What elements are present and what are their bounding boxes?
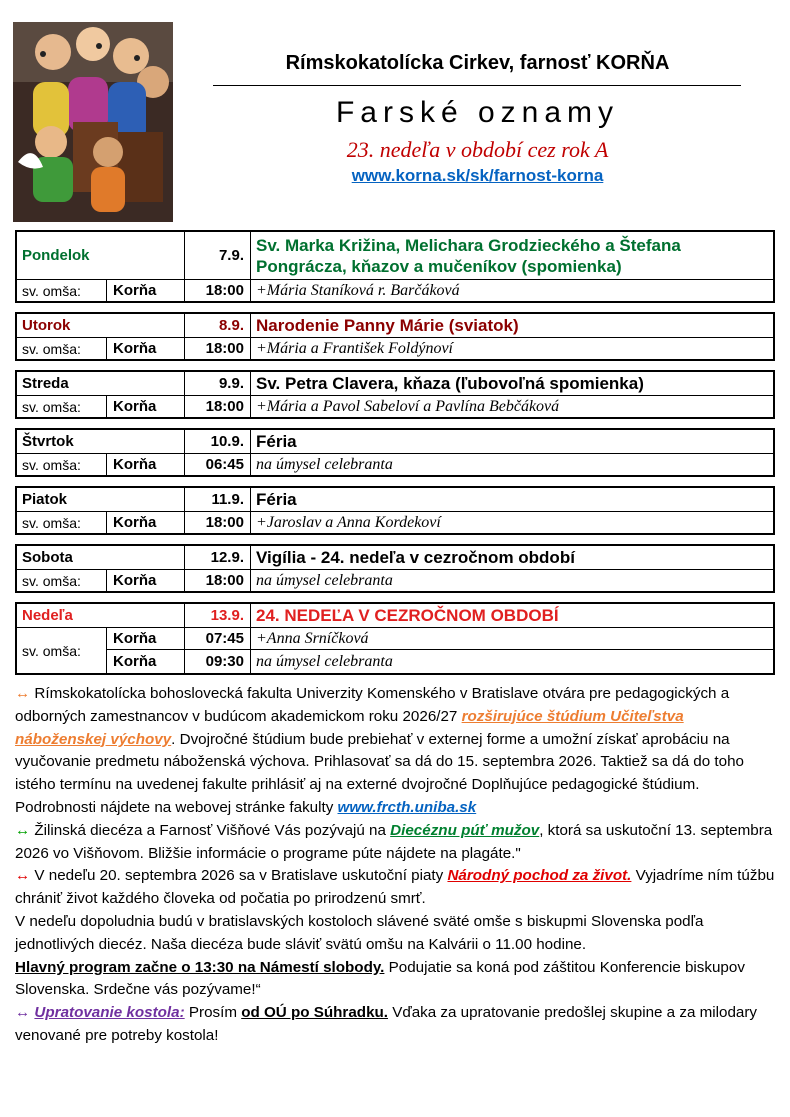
mass-intention: +Mária Staníková r. Barčáková [256,281,460,299]
announcement-text: Podujatie sa koná pod záštitou Konferencie biskupov Slovenska. Srdečne vás pozývame!“ [15,958,745,999]
announcement-cleaning [15,1002,777,1048]
day-date: 12.9. [185,546,251,569]
day-block-tuesday [15,312,775,361]
mass-label: sv. omša: [17,396,107,417]
announcement-study [15,683,777,820]
double-arrow-icon: ↔ [15,1004,31,1022]
mass-place: Korňa [107,570,185,591]
mass-intention: na úmysel celebranta [256,455,393,473]
double-arrow-icon: ↔ [15,685,31,702]
announcement-text: Žilinská diecéza a Farnosť Višňové Vás pozývajú na [30,821,391,839]
mass-place: Korňa [107,628,185,649]
day-date: 13.9. [185,604,251,627]
parish-logo-illustration [13,22,173,222]
mass-time: 18:00 [185,338,251,359]
liturgical-sunday: 23. nedeľa v období cez rok A [346,137,609,162]
mass-label: sv. omša: [17,628,107,673]
mass-intention: na úmysel celebranta [256,652,393,670]
day-date: 10.9. [185,430,251,453]
parish-website-link[interactable]: www.korna.sk/sk/farnost-korna [351,166,604,185]
day-feast: 24. NEDEĽA V CEZROČNOM OBDOBÍ [256,605,559,625]
day-block-sunday [15,602,775,675]
mass-place: Korňa [107,512,185,533]
mass-time: 18:00 [185,570,251,591]
day-date: 8.9. [185,314,251,337]
day-name: Streda [17,372,185,395]
day-feast: Narodenie Panny Márie (sviatok) [256,315,519,335]
day-feast: Féria [256,431,297,451]
announcement-text: Vyjadríme ním túžbu chrániť život každého človeka od počatia po prirodzenú smrť. [15,867,775,908]
announcement-text: Rímskokatolícka bohoslovecká fakulta Univerzity Komenského v Bratislave otvára pre pedagogických a odborných zamestnancov v budúcom akademickom roku 2026/27 [15,685,730,725]
header-divider [213,85,741,86]
faculty-website-link[interactable]: www.frcth.uniba.sk [337,798,477,816]
mass-time: 18:00 [185,280,251,301]
day-feast: Sv. Marka Križina, Melichara Grodzieckého a Štefana Pongrácza, kňazov a mučeníkov (spomienka) [256,235,681,276]
day-feast: Vigília - 24. nedeľa v cezročnom období [256,547,575,567]
mass-time: 18:00 [185,512,251,533]
day-feast: Féria [256,489,297,509]
day-block-monday [15,230,775,303]
announcement-text: V nedeľu 20. septembra 2026 sa v Bratislave uskutoční piaty [30,867,448,885]
main-program-time: Hlavný program začne o 13:30 na Námestí slobody. [15,958,385,976]
announcement-main-program [15,957,777,1003]
day-name: Nedeľa [17,604,185,627]
mass-place: Korňa [107,280,185,301]
double-arrow-icon: ↔ [15,867,31,885]
march-for-life-link[interactable]: Národný pochod za život. [447,867,632,885]
mass-place: Korňa [107,396,185,417]
mass-intention: +Jaroslav a Anna Kordekoví [256,513,441,531]
announcements [15,683,777,1048]
day-date: 7.9. [185,232,251,279]
mass-label: sv. omša: [17,512,107,533]
day-date: 9.9. [185,372,251,395]
mass-time: 09:30 [185,650,251,673]
mass-time: 07:45 [185,628,251,649]
page-title: Farské oznamy [335,96,620,129]
day-block-thursday [15,428,775,477]
day-name: Piatok [17,488,185,511]
announcement-text: , ktorá sa uskutoční 13. septembra 2026 vo Višňovom. Bližšie informácie o programe púte nájdete na plagáte." [15,821,773,862]
pilgrimage-link[interactable]: Diecéznu púť mužov [390,821,540,839]
mass-time: 18:00 [185,396,251,417]
mass-place: Korňa [107,338,185,359]
day-name: Pondelok [17,232,185,279]
mass-intention: na úmysel celebranta [256,571,393,589]
mass-place: Korňa [107,650,185,673]
mass-intention: +Mária a František Foldýnoví [256,339,453,357]
church-cleaning-link[interactable]: Upratovanie kostola: [34,1004,185,1022]
day-name: Štvrtok [17,430,185,453]
announcement-march-for-life [15,865,777,911]
day-block-friday [15,486,775,535]
announcement-masses-info: V nedeľu dopoludnia budú v bratislavských kostoloch slávené sväté omše s biskupmi Slovenska podľa jednotlivých diecéz. Naša diecéza bude sláviť svätú omšu na Kalvárii o 11.00 hodine. [15,912,704,953]
announcement-text: . Dvojročné štúdium bude prebiehať v externej forme a umožní získať aprobáciu na vyučovanie predmetu náboženská výchova. Prihlasovať sa dá do 15. septembra 2026. Taktiež sa dá do toho istého termínu na uvedenej fakulte prihlásiť aj na externé dvojročné Doplňujúce pedagogické štúdium. Podrobnosti nájdete na webovej stránke fakulty [15,730,744,816]
day-block-wednesday [15,370,775,419]
cleaning-area: od OÚ po Súhradku. [241,1004,389,1022]
day-block-saturday [15,544,775,593]
announcement-text: Vďaka za upratovanie predošlej skupine a za milodary venované pre potreby kostola! [15,1004,757,1044]
day-name: Utorok [17,314,185,337]
mass-label: sv. omša: [17,570,107,591]
announcement-pilgrimage [15,820,777,866]
day-name: Sobota [17,546,185,569]
mass-intention: +Anna Srníčková [256,629,369,647]
mass-time: 06:45 [185,454,251,475]
announcement-text: Prosím [184,1004,242,1022]
mass-label: sv. omša: [17,280,107,301]
mass-place: Korňa [107,454,185,475]
organization-name: Rímskokatolícka Cirkev, farnosť KORŇA [285,52,670,74]
mass-label: sv. omša: [17,454,107,475]
mass-intention: +Mária a Pavol Sabeloví a Pavlína Bebčáková [256,397,560,415]
mass-label: sv. omša: [17,338,107,359]
day-date: 11.9. [185,488,251,511]
double-arrow-icon: ↔ [15,821,31,839]
study-program-link[interactable]: rozširujúce štúdium Učiteľstva náboženskej výchovy [15,707,684,748]
day-feast: Sv. Petra Clavera, kňaza (ľubovoľná spomienka) [256,373,644,393]
